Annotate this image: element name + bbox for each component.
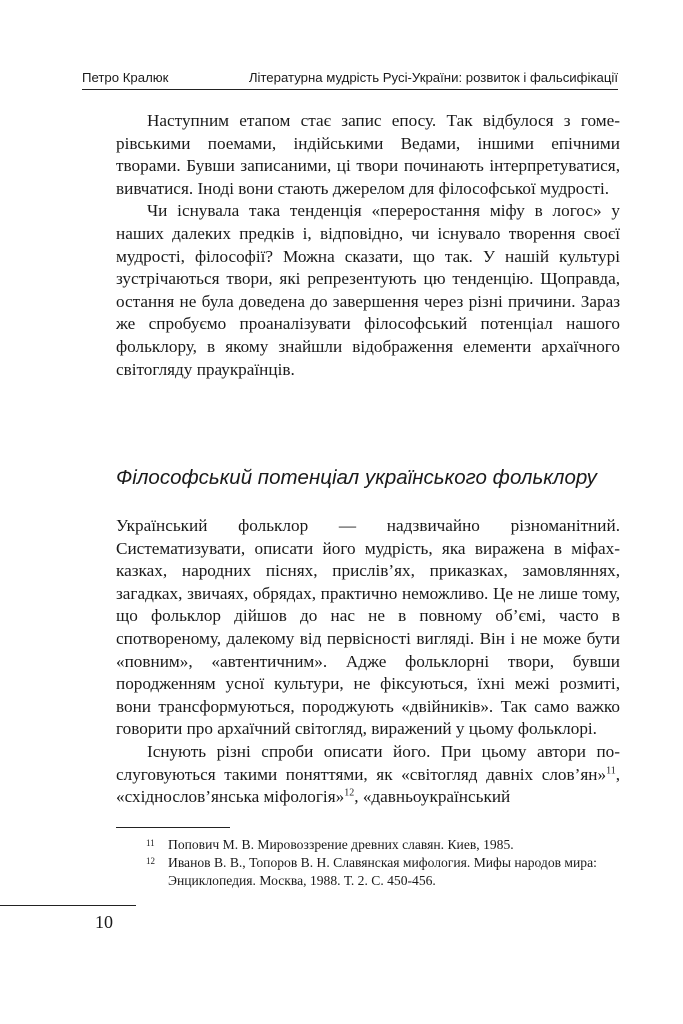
footnote-divider [116,827,230,828]
footnote-mark: 11 [146,838,155,848]
running-header [82,70,618,90]
page-number: 10 [95,912,113,932]
footnote-text: Попович М. В. Мировоззрение древних славян. Киев, 1985. [168,837,514,852]
page-number-rule [0,905,136,906]
paragraph-text: , «східнослов’янська міфологія» [116,764,620,807]
header-book-title: Літературна мудрість Русі-України: розвиток і фальсифікації [248,70,618,85]
paragraph-text: Існують різні спроби описати його. При цьому автори послуговуються такими поняттями, як «світогляд давніх слов’ян» [116,741,620,784]
section-heading: Філософський потенціал українського фольклору [116,466,597,489]
footnote-ref: 11 [606,764,616,776]
body-text-block-1 [116,110,620,381]
paragraph: Наступним етапом стає запис епосу. Так відбулося з гомерівськими поемами, індійськими Ведами, іншими епічними творами. Бувши записаними, ці твори починають інтерпретуватися, вивчатися. Іноді вони стають джерелом для філософської мудрості. [116,111,620,198]
paragraph [116,741,620,809]
footnote [116,836,620,854]
paragraph-text: , «давньоукраїнський [354,787,511,807]
footnote-ref: 12 [344,787,355,799]
footnote-mark: 12 [146,856,155,866]
footnote-text: Иванов В. В., Топоров В. Н. Славянская мифология. Мифы народов мира: Энциклопедия. Москва, 1988. Т. 2. С. 450-456. [168,855,597,888]
paragraph: Чи існувала така тенденція «переростання міфу в логос» у наших далеких предків і, відповідно, чи існувало творення своєї мудрості, філософії? Можна сказати, що так. У нашій культурі зустрічаються твори, які репрезентують цю тенденцію. Щоправда, остання не була доведена до завершення через різні причини. Зараз же спробуємо проаналізувати філософський потенціал нашого фольклору, в якому знайшли відображення елементи архаїчного світогляду праукраїнців. [116,201,620,379]
paragraph: Український фольклор — надзвичайно різноманітний. Систематизувати, описати його мудрість, яка виражена в міфах-казках, народних піснях, прислів’ях, приказках, замовляннях, загадках, звичаях, обрядах, практично неможливо. Це не лише тому, що фольклор дійшов до нас не в повному об’ємі, часто в спотвореному, далекому від первісності вигляді. Він і не може бути «повним», «автентичним». Адже фольклорні твори, бувши породженням усної культури, не фіксуються, їхні межі розмиті, вони трансформуються, породжують «двійників». Так само важко говорити про архаїчний світогляд, виражений у цьому фольклорі. [116,516,620,739]
body-text-block-2 [116,515,620,809]
footnote [116,854,620,890]
header-author: Петро Кралюк [82,70,169,85]
footnotes [116,836,620,890]
